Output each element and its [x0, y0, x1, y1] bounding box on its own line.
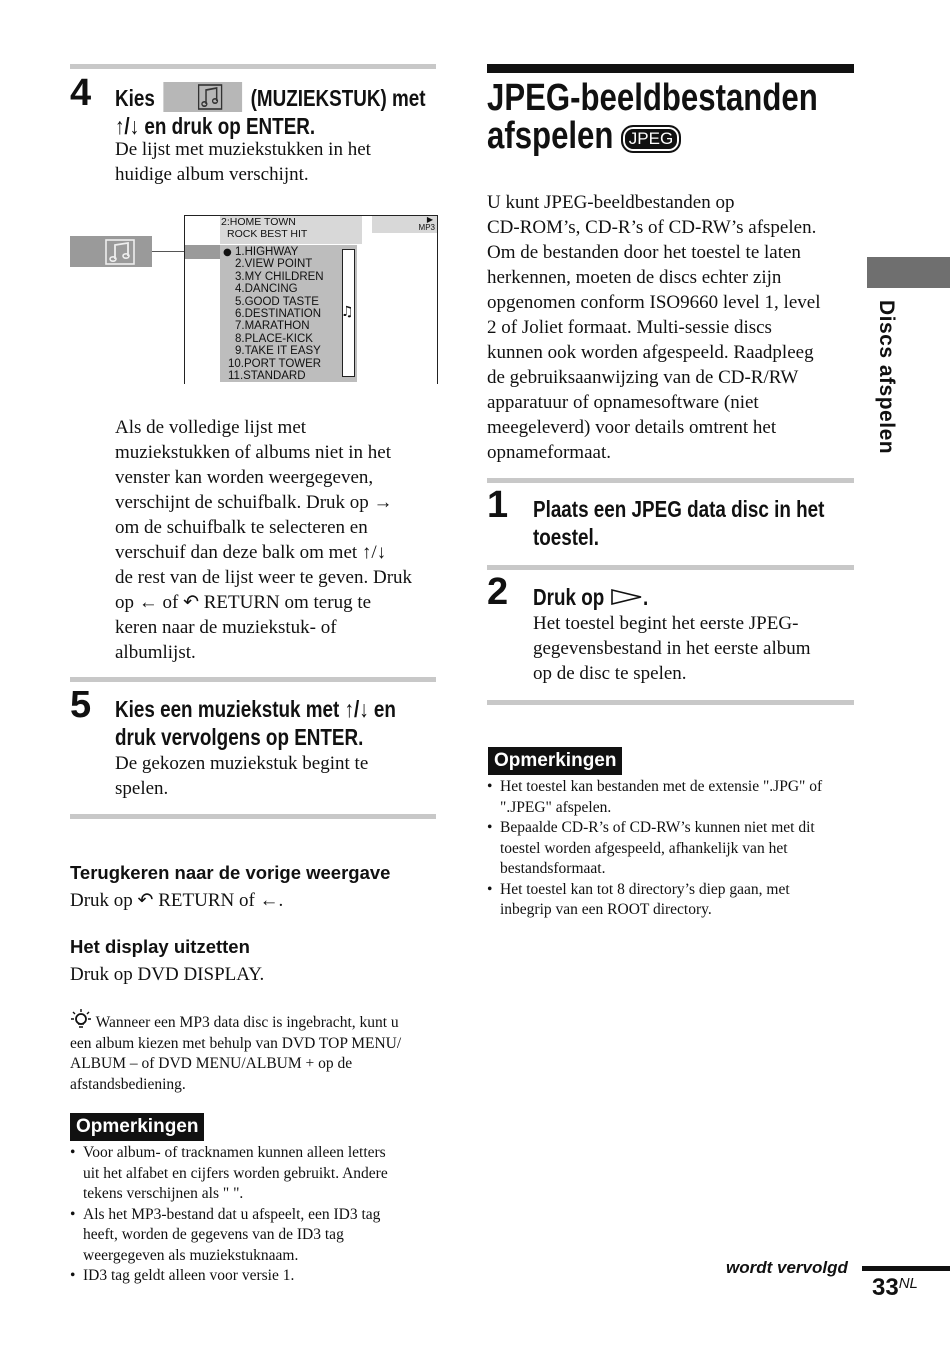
right-notes-label: Opmerkingen — [488, 747, 622, 775]
track-item[interactable]: 3.MY CHILDREN — [235, 270, 324, 283]
step2-body: Het toestel begint het eerste JPEG- gegevensbestand in het eerste album op de disc te spelen. — [533, 613, 811, 684]
track-item[interactable]: 2.VIEW POINT — [235, 258, 313, 271]
step4-title-post: (MUZIEKSTUK) met — [250, 85, 426, 111]
step1-number: 1 — [487, 484, 509, 526]
format-label: MP3 — [418, 223, 435, 232]
music-note-callout-icon — [104, 238, 138, 266]
mp3-track-list-screen — [184, 215, 438, 384]
display-heading: Het display uitzetten — [70, 936, 250, 957]
step2-title: Druk op . — [533, 584, 649, 610]
display-text: Druk op DVD DISPLAY. — [70, 964, 265, 985]
note-item: • Bepaalde CD-R’s of CD-RW’s kunnen niet met dit toestel worden afgespeeld, afhankelijk van het bestandsformaat. — [487, 818, 857, 880]
section-heading-line2: afspelen JPEG — [487, 116, 641, 156]
step5-top-rule — [70, 677, 436, 682]
music-callout-box — [70, 236, 152, 267]
step4-top-rule — [70, 64, 436, 69]
step1-title: Plaats een JPEG data disc in het toestel. — [533, 496, 825, 550]
play-icon — [611, 589, 643, 605]
music-track-icon-box — [163, 82, 242, 112]
track-item[interactable]: 10.PORT TOWER — [228, 357, 322, 370]
album-header — [220, 216, 362, 244]
format-indicator — [372, 216, 437, 233]
page-number: $33^{NL}$ — [872, 1274, 918, 1301]
track-items — [220, 245, 357, 382]
step1-top-rule — [487, 478, 854, 483]
step2-bottom-rule — [487, 700, 854, 705]
footer-rule — [862, 1266, 950, 1271]
section-top-bar — [487, 64, 854, 73]
step4-number: 4 — [70, 72, 92, 114]
right-notes-list — [487, 777, 857, 921]
left-notes-list — [70, 1143, 440, 1287]
step5-number: 5 — [70, 684, 92, 726]
track-item[interactable]: 8.PLACE-KICK — [235, 332, 313, 345]
track-item[interactable]: 11.STANDARD — [228, 370, 306, 383]
track-item[interactable]: 6.DESTINATION — [235, 308, 322, 321]
note-item: • Het toestel kan tot 8 directory’s diep gaan, met inbegrip van een ROOT directory. — [487, 880, 857, 921]
lightbulb-tip-icon — [70, 1008, 92, 1030]
track-item[interactable]: 7.MARATHON — [235, 320, 310, 333]
note-item: • ID3 tag geldt alleen voor versie 1. — [70, 1266, 440, 1287]
step5-bottom-rule — [70, 814, 436, 819]
note-item: • Als het MP3-bestand dat u afspeelt, een ID3 tag heeft, worden de gegevens van de ID3 tag weergegeven als muziekstuknaam. — [70, 1205, 440, 1267]
note-item: • Het toestel kan bestanden met de extensie ".JPG" of ".JPEG" afspelen. — [487, 777, 857, 818]
step5-body: De gekozen muziekstuk begint te spelen. — [115, 753, 369, 799]
play-indicator-icon: ▶ — [426, 215, 433, 224]
album-name: 2:HOME TOWN — [221, 216, 296, 228]
jpeg-badge-icon: JPEG — [621, 125, 681, 153]
track-item[interactable]: 5.GOOD TASTE — [235, 295, 319, 308]
note-item: • Voor album- of tracknamen kunnen alleen letters uit het alfabet en cijfers worden gebruikt. Andere tekens verschijnen als " ". — [70, 1143, 440, 1205]
return-heading: Terugkeren naar de vorige weergave — [70, 862, 391, 883]
scrollbar-explanation: Als de volledige lijst met muziekstukken of albums niet in het venster kan worden weergegeven, verschijnt de schuifbalk. Druk op → om de schuifbalk te selecteren en verschuif dan deze balk om met ↑/↓ de rest van de lijst weer te geven. Druk op ← of ↶ RETURN om terug te keren naar de muziekstuk- of albumlijst. — [115, 417, 413, 663]
track-list — [220, 245, 357, 382]
step2-number: 2 — [487, 571, 509, 613]
tip-block: Wanneer een MP3 data disc is ingebracht, kunt u een album kiezen met behulp van DVD TOP MENU/ ALBUM – of DVD MENU/ALBUM + op de afstandsbediening. — [70, 1008, 440, 1095]
scroll-note-icon: ♫ — [341, 304, 354, 320]
return-text: Druk op ↶ RETURN of ←. — [70, 890, 284, 911]
music-note-icon — [197, 83, 225, 111]
step2-top-rule — [487, 565, 854, 570]
step4-title — [115, 82, 455, 140]
track-item[interactable]: 9.TAKE IT EASY — [235, 345, 321, 358]
track-item[interactable]: 4.DANCING — [235, 283, 298, 296]
selected-bullet: ● — [223, 247, 232, 258]
step4-body: De lijst met muziekstukken in het huidige album verschijnt. — [115, 139, 371, 185]
side-tab-marker — [867, 257, 950, 288]
selection-row-highlight — [185, 245, 220, 259]
section-heading-line1: JPEG-beeldbestanden — [487, 77, 818, 119]
track-item[interactable]: 1.HIGHWAY — [235, 246, 299, 258]
album-subtitle: ROCK BEST HIT — [227, 228, 308, 240]
side-tab-label: Discs afspelen — [875, 300, 898, 455]
jpeg-intro: U kunt JPEG-beeldbestanden op CD-ROM’s, CD-R’s of CD-RW’s afspelen. Om de bestanden door het toestel te laten herkennen, moeten de discs echter zijn opgenomen conform ISO9660 level 1, level 2 of Joliet formaat. Multi-sessie discs kunnen ook worden afgespeeld. Raadpleeg de gebruiksaanwijzing van de CD-R/RW apparatuur of opnamesoftware (niet meegeleverd) voor details omtrent het opnameformaat. — [487, 192, 821, 463]
left-notes-label: Opmerkingen — [70, 1113, 204, 1141]
step5-title: Kies een muziekstuk met ↑/↓ en druk vervolgens op ENTER. — [115, 696, 396, 750]
step4-title-line2: ↑/↓ en druk op ENTER. — [115, 113, 316, 139]
continued-label: wordt vervolgd — [726, 1258, 848, 1277]
step4-title-pre: Kies — [115, 85, 155, 111]
